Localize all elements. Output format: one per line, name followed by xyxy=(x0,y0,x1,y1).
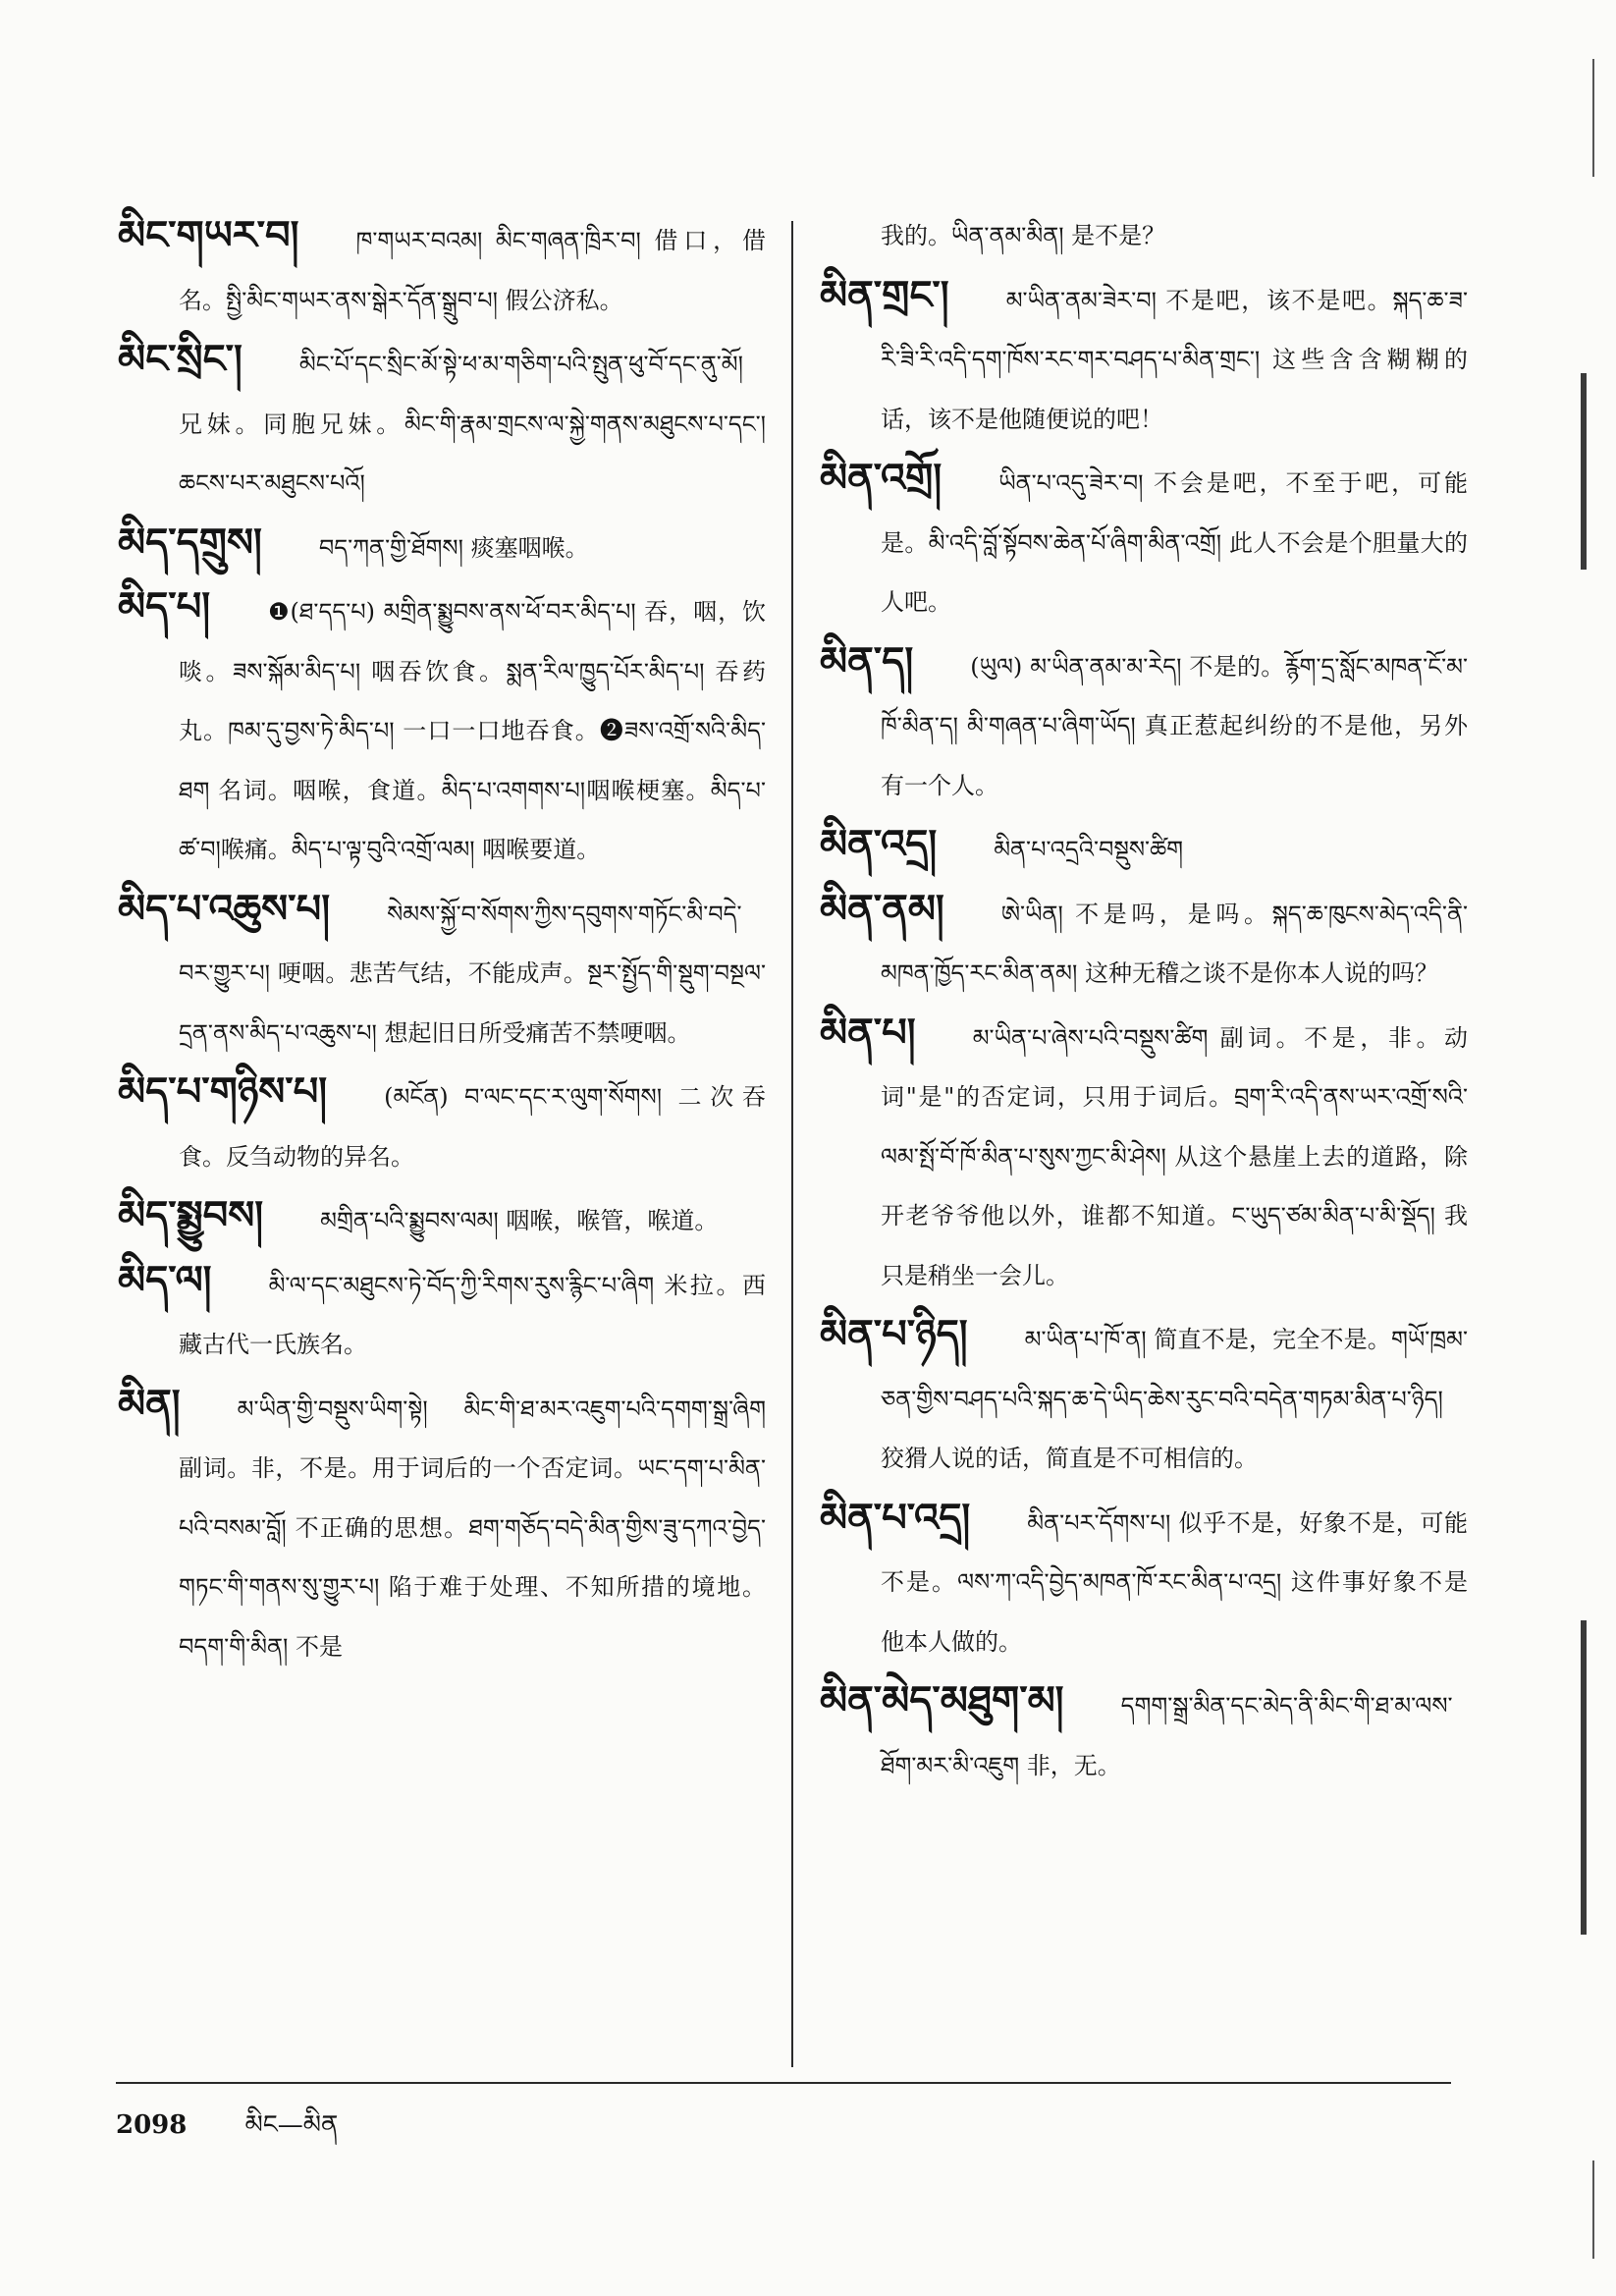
entry-headword: མིན་ད། xyxy=(820,637,914,684)
binding-edge-mark xyxy=(1581,373,1587,570)
dictionary-entry xyxy=(820,266,1468,450)
entry-headword: མིན་འགྲོ། xyxy=(820,455,943,501)
dictionary-entry xyxy=(820,815,1468,880)
binding-edge-mark xyxy=(1592,2160,1594,2259)
entry-definition: མ་ཡིན་ནམ་ཟེར་བ། 不是吧，该不是吧。སྐད་ཆ་ཟ་རི་ཟི་རི་འདི་དག་ཁོས་རང་གར་བཤད་པ་མིན་གྲང་། 这些含含糊糊的话，该不是他随便说的吧！ xyxy=(881,286,1468,433)
entry-headword: མིན། xyxy=(118,1380,181,1427)
entry-definition: མ་ཡིན་པ་ཁོ་ན། 简直不是，完全不是。གཡོ་ཁྲམ་ཅན་གྱིས་བཤད་པའི་སྐད་ཆ་དེ་ཡིད་ཆེས་རུང་བའི་བདེན་གཏམ་མིན་པ་ཉིད། 狡猾人说的话，简直是不可相信的。 xyxy=(881,1326,1468,1472)
entry-definition: མི་ལ་དང་མཐུངས་ཏེ་བོད་ཀྱི་རིགས་རུས་རྙིང་པ་ཞིག 米拉。西藏古代一氏族名。 xyxy=(179,1271,766,1358)
entry-headword: མིད་ལ། xyxy=(118,1256,212,1303)
dictionary-entry xyxy=(820,1004,1468,1306)
entry-headword: མིད་པ་འཆུས་པ། xyxy=(118,885,331,932)
dictionary-entry xyxy=(820,1671,1468,1795)
entry-definition: སེམས་སྐྱོ་བ་སོགས་ཀྱིས་དབུགས་གཏོང་མི་བདེ་བར་གྱུར་པ། 哽咽。悲苦气结，不能成声。སྔར་སྤྱོད་གི་སྡུག་བསྔལ་དྲན་ནས་མིད་པ་འཆུས་པ། 想起旧日所受痛苦不禁哽咽。 xyxy=(179,900,766,1047)
dictionary-entry xyxy=(118,1251,766,1375)
entry-headword: མིད་དགྲུས། xyxy=(118,519,262,566)
entry-headword: མིན་མེད་མཐུག་མ། xyxy=(820,1677,1064,1723)
entry-definition: མ་ཡིན་པ་ཞེས་པའི་བསྡུས་ཚིག 副词。不是，非。动词"是"的否定词，只用于词后。བྲག་རི་འདི་ནས་ཡར་འགྲོ་སའི་ལམ་སྤོ་བོ་ཁོ་མིན་པ་སུས་ཀྱང་མི་ཤེས། 从这个悬崖上去的道路，除开老爷爷他以外，谁都不知道。ང་ཡུད་ཙམ་མིན་པ་མི་སྡོད། 我只是稍坐一会儿。 xyxy=(881,1023,1468,1289)
entry-headword: མིང་སྲིང་། xyxy=(118,336,242,382)
entry-definition: མགྲིན་པའི་སྨྱུབས་ལམ། 咽喉，喉管，喉道。 xyxy=(320,1207,719,1234)
entry-headword: མིང་གཡར་བ། xyxy=(118,212,299,258)
page-range: མིང—མིན xyxy=(244,2110,339,2140)
page-footer xyxy=(116,2097,387,2168)
dictionary-entry xyxy=(118,1063,766,1186)
right-column xyxy=(820,206,1468,1795)
dictionary-entry xyxy=(820,1489,1468,1672)
dictionary-entry xyxy=(820,880,1468,1004)
column-divider xyxy=(791,221,793,2067)
entry-definition: མ་ཡིན་གྱི་བསྡུས་ཡིག་སྟེ། མིང་གི་ཐ་མར་འཇུག་པའི་དགག་སྒྲ་ཞིག 副词。非，不是。用于词后的一个否定词。ཡང་དག་པ་མིན་པའི་བསམ་བློ། 不正确的思想。ཐག་གཅོད་བདེ་མིན་གྱིས་ཟུ་དཀའ་བྱེད་གཏང་གི་གནས་སུ་གྱུར་པ། 陷于难于处理、不知所措的境地。བདག་གི་མིན། 不是 xyxy=(179,1394,766,1661)
entry-definition: ཨེ་ཡིན། 不是吗，是吗。སྐད་ཆ་ཁུངས་མེད་འདི་ནི་མཁན་ཁྱོད་རང་མིན་ནམ། 这种无稽之谈不是你本人说的吗？ xyxy=(881,900,1468,987)
entry-continuation: 我的。ཡིན་ནམ་མིན། 是不是？ xyxy=(881,222,1166,249)
entry-definition: ❶(ཐ་དད་པ) མགྲིན་སྨྱུབས་ནས་ཕོ་བར་མིད་པ། 吞，咽，饮啖。ཟས་སྐོམ་མིད་པ། 咽吞饮食。སྨན་རིལ་ཁྱུད་པོར་མིད་པ། 吞药丸。ཁམ་དུ་བྱས་ཏེ་མིད་པ། 一口一口地吞食。❷ཟས་འགྲོ་སའི་མིད་ཐག 名词。咽喉，食道。མིད་པ་འགགས་པ།咽喉梗塞。མིད་པ་ཚ་བ།喉痛。མིད་པ་ལྟ་བུའི་འགྲོ་ལམ། 咽喉要道。 xyxy=(179,598,766,863)
binding-edge-mark xyxy=(1581,1620,1587,1935)
entry-headword: མིན་ནམ། xyxy=(820,885,944,932)
dictionary-entry xyxy=(820,1305,1468,1489)
page-number: 2098 xyxy=(116,2110,188,2140)
entry-definition: མིན་པར་དོགས་པ། 似乎不是，好象不是，可能不是。ལས་ཀ་འདི་བྱེད་མཁན་ཁོ་རང་མིན་པ་འདྲ། 这件事好象不是他本人做的。 xyxy=(881,1508,1468,1656)
entry-definition: དགག་སྒྲ་མིན་དང་མེད་ནི་མིང་གི་ཐ་མ་ལས་ཐོག་མར་མི་འཇུག 非，无。 xyxy=(881,1692,1453,1779)
entry-definition: (མངོན) བ་ལང་དང་ར་ལུག་སོགས། 二次吞食。反刍动物的异名。 xyxy=(179,1083,766,1171)
entry-headword: མིད་སྨྱུབས། xyxy=(118,1192,264,1238)
dictionary-entry xyxy=(118,514,766,578)
entry-headword: མིན་འདྲ། xyxy=(820,821,938,867)
entry-definition: ཡིན་པ་འདུ་ཟེར་བ། 不会是吧，不至于吧，可能是。མི་འདི་བློ་སྟོབས་ཆེན་པོ་ཞིག་མིན་འགྲོ། 此人不会是个胆量大的人吧。 xyxy=(881,469,1468,616)
dictionary-entry xyxy=(820,632,1468,816)
footer-rule xyxy=(116,2082,1451,2084)
entry-definition: མིན་པ་འདྲའི་བསྡུས་ཚིག xyxy=(994,836,1184,863)
dictionary-entry xyxy=(118,206,766,330)
entry-definition: མིང་པོ་དང་སྲིང་མོ་སྟེ་ཕ་མ་གཅིག་པའི་སྤུན་ཕུ་བོ་དང་ནུ་མོ། 兄妹。同胞兄妹。མིང་གི་རྣམ་གྲངས་ལ་སྐྱེ་གནས་མཐུངས་པ་དང་། ཆངས་པར་མཐུངས་པའོ། xyxy=(179,351,766,497)
entry-headword: མིད་པ། xyxy=(118,583,211,629)
entry-headword: མིན་གྲང་། xyxy=(820,271,949,318)
binding-edge-mark xyxy=(1592,59,1594,177)
left-column xyxy=(118,206,766,1676)
entry-definition: ཁ་གཡར་བའམ། མིང་གཞན་ཁྲིར་བ། 借口，借名。སྤྱི་མིང་གཡར་ནས་སྒེར་དོན་སྒྲུབ་པ། 假公济私。 xyxy=(179,227,766,314)
entry-headword: མིན་པ་འདྲ། xyxy=(820,1494,971,1541)
entry-headword: མིད་པ་གཉིས་པ། xyxy=(118,1068,328,1115)
dictionary-entry xyxy=(820,449,1468,632)
dictionary-entry xyxy=(118,577,766,880)
dictionary-entry xyxy=(118,1186,766,1251)
entry-headword: མིན་པ་ཉིད། xyxy=(820,1311,968,1357)
entry-definition: (ཡུལ) མ་ཡིན་ནམ་མ་རེད། 不是的。རྙོག་དྲ་སློང་མཁན་ངོ་མ་ཁོ་མིན་ད། མི་གཞན་པ་ཞིག་ཡོད། 真正惹起纠纷的不是他，另外有一个人。 xyxy=(881,652,1468,799)
dictionary-entry xyxy=(118,1375,766,1677)
dictionary-entry xyxy=(118,880,766,1064)
entry-headword: མིན་པ། xyxy=(820,1009,916,1056)
dictionary-entry xyxy=(118,330,766,514)
entry-definition: བད་ཀན་གྱི་ཐོགས། 痰塞咽喉。 xyxy=(318,533,589,562)
